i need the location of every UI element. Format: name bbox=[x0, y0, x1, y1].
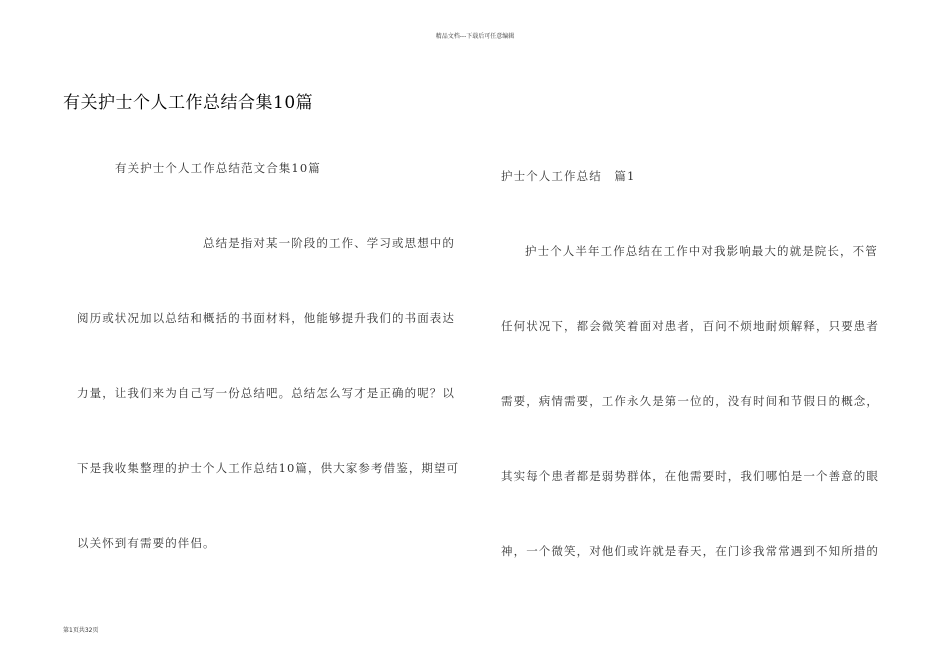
document-title: 有关护士个人工作总结合集10篇 bbox=[63, 93, 314, 113]
left-line-paragraph-end: 以关怀到有需要的伴侣。 bbox=[77, 536, 216, 550]
right-line-section-heading: 护士个人工作总结 篇1 bbox=[501, 169, 636, 183]
left-line-paragraph: 阅历或状况加以总结和概括的书面材料，他能够提升我们的书面表达 bbox=[77, 311, 455, 325]
right-line-paragraph: 其实每个患者都是弱势群体，在他需要时，我们哪怕是一个善意的眼 bbox=[501, 469, 879, 483]
right-line-paragraph: 神，一个微笑，对他们或许就是春天，在门诊我常常遇到不知所措的 bbox=[501, 544, 879, 558]
page-footer: 第1页共32页 bbox=[63, 627, 99, 634]
left-line-paragraph: 下是我收集整理的护士个人工作总结10篇，供大家参考借鉴，期望可 bbox=[77, 461, 460, 475]
page-header: 精品文档---下载后可任意编辑 bbox=[435, 33, 515, 40]
right-line-paragraph: 需要，病情需要，工作永久是第一位的，没有时间和节假日的概念， bbox=[501, 394, 879, 408]
left-line-paragraph-start: 总结是指对某一阶段的工作、学习或思想中的 bbox=[203, 236, 455, 250]
right-line-paragraph-start: 护士个人半年工作总结在工作中对我影响最大的就是院长，不管 bbox=[525, 244, 878, 258]
right-line-paragraph: 任何状况下，都会微笑着面对患者，百问不烦地耐烦解释，只要患者 bbox=[501, 319, 879, 333]
left-line-subtitle: 有关护士个人工作总结范文合集10篇 bbox=[115, 161, 321, 175]
left-line-paragraph: 力量，让我们来为自己写一份总结吧。总结怎么写才是正确的呢？以 bbox=[77, 386, 455, 400]
